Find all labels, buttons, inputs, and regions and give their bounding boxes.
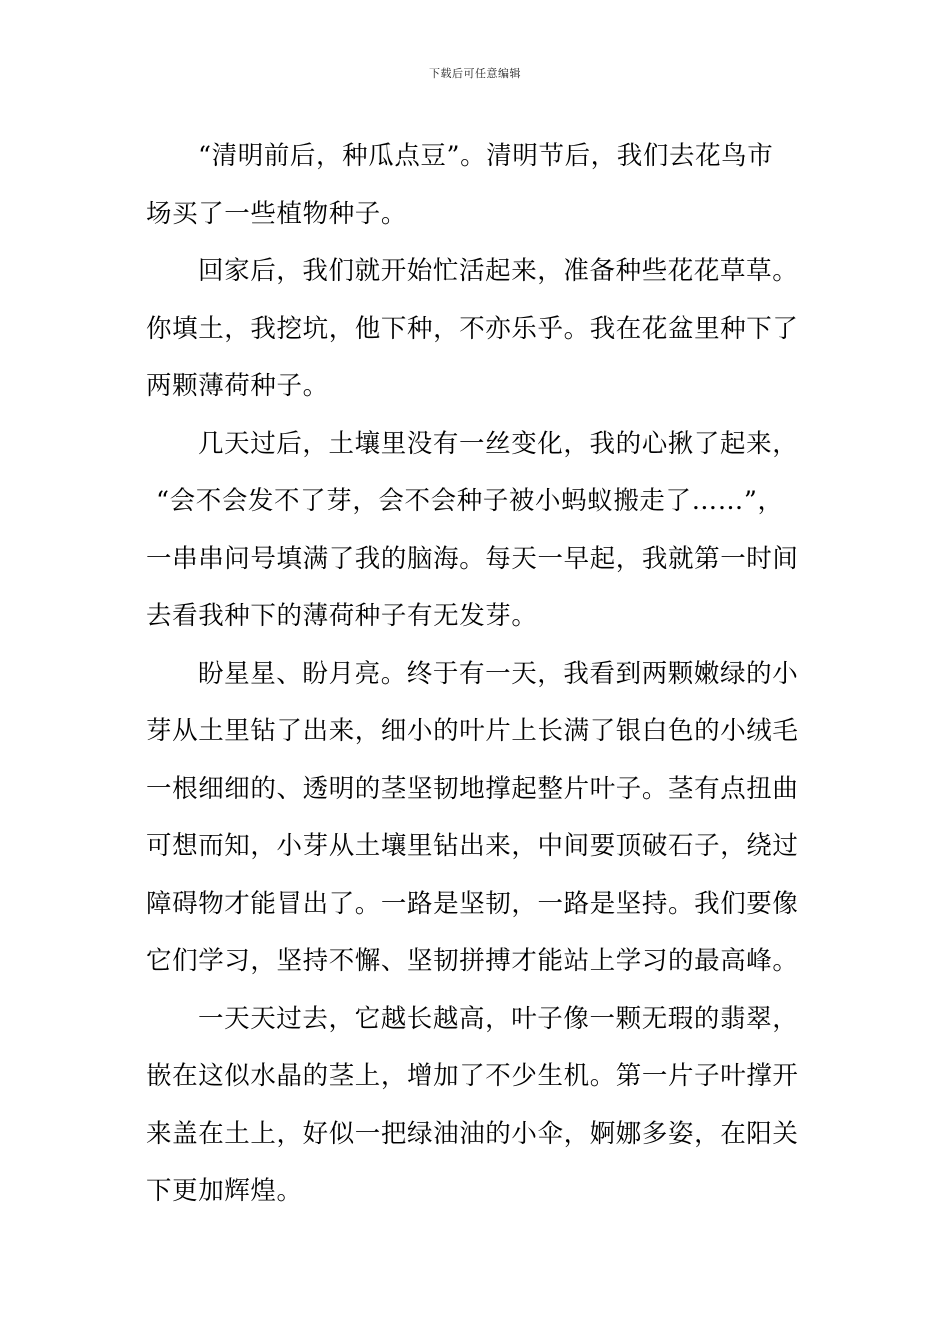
text-line: 嵌在这似水晶的茎上，增加了不少生机。第一片子叶撑开 [146,1061,799,1091]
text-line: 芽从土里钻了出来，细小的叶片上长满了银白色的小绒毛 [146,716,799,746]
text-line: 来盖在土上，好似一把绿油油的小伞，婀娜多姿，在阳关 [146,1118,799,1149]
text-line: 下更加辉煌。 [146,1176,303,1206]
page-header: 下载后可任意编辑 [429,67,521,80]
text-line: 可想而知，小芽从土壤里钻出来，中间要顶破石子，绕过 [146,831,799,861]
text-line: 去看我种下的薄荷种子有无发芽。 [146,601,538,631]
text-line: 盼星星、盼月亮。终于有一天，我看到两颗嫩绿的小 [198,658,799,689]
text-line: 场买了一些植物种子。 [146,198,408,229]
text-line: 障碍物才能冒出了。一路是坚韧，一路是坚持。我们要像 [146,888,799,919]
text-line: 一天天过去，它越长越高，叶子像一颗无瑕的翡翠， [198,1003,799,1034]
text-line: 它们学习，坚持不懈、坚韧拼搏才能站上学习的最高峰。 [146,946,799,976]
text-line: “会不会发不了芽，会不会种子被小蚂蚁搬走了……”， [156,486,784,516]
text-line: 一串串问号填满了我的脑海。每天一早起，我就第一时间 [146,543,799,574]
text-line: 回家后，我们就开始忙活起来，准备种些花花草草。 [198,256,799,286]
text-line: 两颗薄荷种子。 [146,371,329,401]
text-line: 几天过后，土壤里没有一丝变化，我的心揪了起来， [198,428,799,459]
text-line: “清明前后，种瓜点豆”。清明节后，我们去花鸟市 [198,141,774,171]
text-line: 一根细细的、透明的茎坚韧地撑起整片叶子。茎有点扭曲 [146,773,799,804]
text-line: 你填土，我挖坑，他下种，不亦乐乎。我在花盆里种下了 [146,313,799,344]
essay-body [146,128,810,1221]
